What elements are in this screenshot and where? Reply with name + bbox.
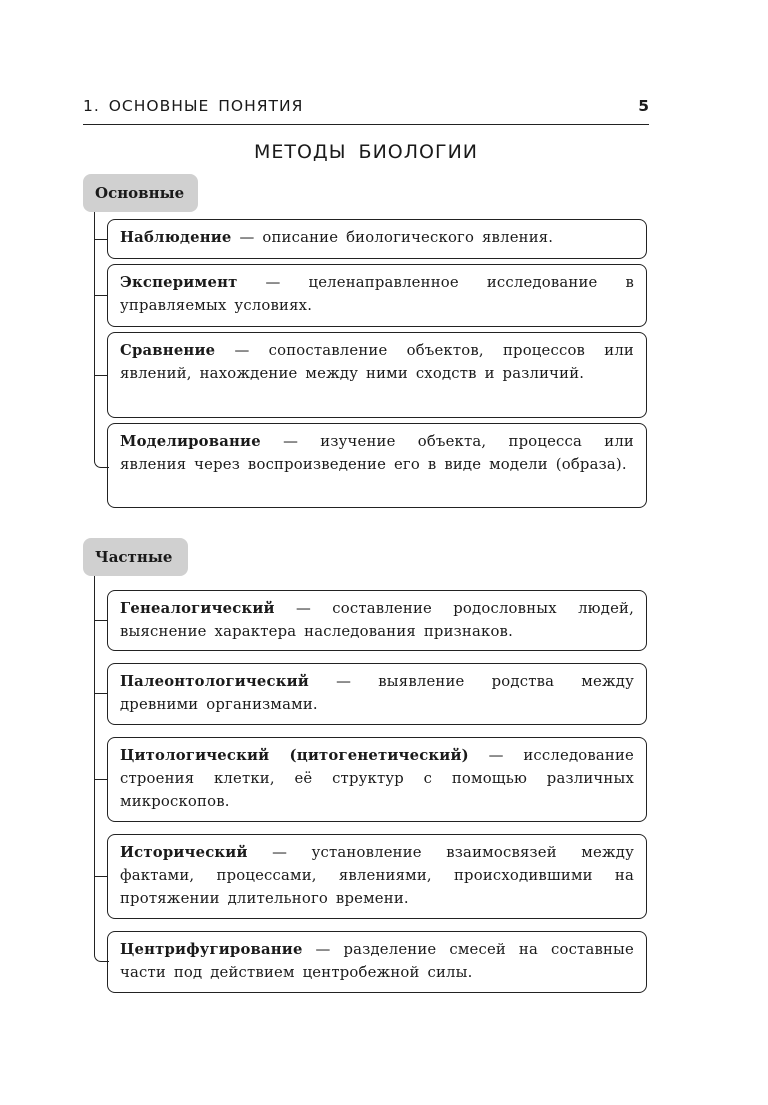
section-label-basic: Основные — [83, 174, 198, 212]
method-definition: — целенаправленное исследование в управляемых условиях. — [120, 274, 634, 314]
method-card — [107, 834, 647, 919]
method-card — [107, 931, 647, 993]
method-term: Эксперимент — [120, 274, 238, 291]
method-card — [107, 737, 647, 822]
method-definition: — изучение объекта, процесса или явления через воспроизведение его в виде модели (образа). — [120, 433, 634, 473]
method-card — [107, 332, 647, 418]
method-definition: — разделение смесей на составные части под действием центробежной силы. — [120, 941, 634, 981]
method-card — [107, 663, 647, 725]
method-term: Палеонтологический — [120, 673, 309, 690]
running-header — [83, 96, 649, 125]
method-term: Наблюдение — [120, 229, 232, 246]
page-number: 5 — [638, 97, 649, 115]
bracket-tick — [94, 239, 107, 240]
method-definition: — установление взаимосвязей между фактами, процессами, явлениями, происходившими на протяжении длительного времени. — [120, 844, 634, 907]
method-term: Моделирование — [120, 433, 261, 450]
bracket-tick — [94, 876, 107, 877]
method-term: Генеалогический — [120, 600, 275, 617]
method-term: Сравнение — [120, 342, 216, 359]
method-definition: — сопоставление объектов, процессов или явлений, нахождение между ними сходств и различий. — [120, 342, 634, 382]
bracket-tick — [94, 779, 107, 780]
method-card — [107, 264, 647, 327]
method-card — [107, 423, 647, 508]
chapter-title: 1. ОСНОВНЫЕ ПОНЯТИЯ — [83, 97, 304, 115]
method-card — [107, 590, 647, 651]
bracket-tick — [94, 620, 107, 621]
method-definition: — исследование строения клетки, её структур с помощью различных микроскопов. — [120, 747, 634, 810]
method-definition: — описание биологического явления. — [231, 229, 554, 246]
method-term: Исторический — [120, 844, 248, 861]
bracket-tick — [94, 693, 107, 694]
method-term: Центрифугирование — [120, 941, 303, 958]
bracket-tick — [94, 375, 107, 376]
section-label-particular: Частные — [83, 538, 188, 576]
method-definition: — составление родословных людей, выяснение характера наследования признаков. — [120, 600, 634, 640]
bracket-tick — [94, 295, 107, 296]
method-term: Цитологический (цитогенетический) — [120, 747, 469, 764]
page-title: МЕТОДЫ БИОЛОГИИ — [253, 141, 479, 163]
method-card — [107, 219, 647, 259]
method-definition: — выявление родства между древними организмами. — [120, 673, 634, 713]
